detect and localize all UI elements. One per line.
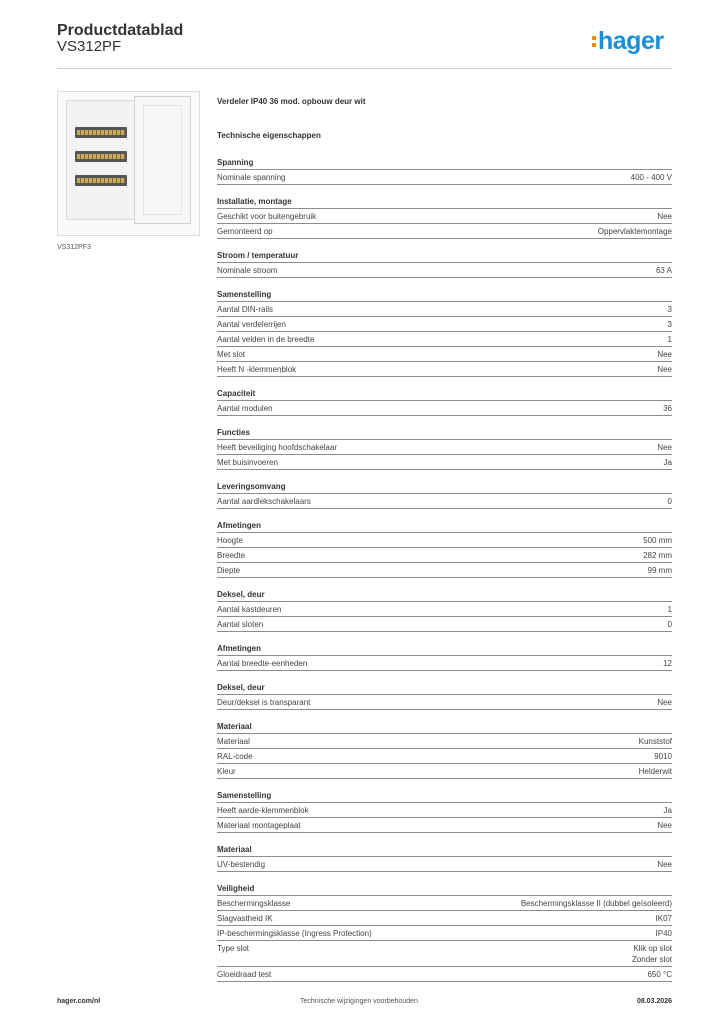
spec-row [217,439,672,454]
spec-value: 0 [667,620,672,629]
page-title: Productdatablad [57,22,184,39]
spec-section [217,588,672,632]
spec-row [217,940,672,966]
spec-label: Aantal sloten [217,620,264,629]
spec-label: Deur/deksel is transparant [217,698,311,707]
spec-label: Type slot [217,944,250,953]
spec-label: Beschermingsklasse [217,899,291,908]
spec-row [217,346,672,361]
spec-label: Heeft N -klemmenblok [217,365,297,374]
spec-section-title: Leveringsomvang [217,482,286,491]
spec-section-title: Capaciteit [217,389,256,398]
logo-text: hager [598,27,664,55]
spec-value: 1 [667,605,672,614]
spec-row [217,262,672,278]
spec-row [217,562,672,578]
spec-section-title: Samenstelling [217,791,272,800]
spec-section-title: Materiaal [217,845,252,854]
spec-section-title: Functies [217,428,250,437]
spec-label: IP-beschermingsklasse (Ingress Protection) [217,929,372,938]
image-caption: VS312PF3 [57,244,91,251]
spec-section-title: Installatie, montage [217,197,292,206]
spec-section [217,480,672,509]
product-name: Verdeler IP40 36 mod. opbouw deur wit [217,97,366,106]
spec-value: Nee [657,365,672,374]
spec-value: Nee [657,821,672,830]
spec-value: Beschermingsklasse II (dubbel geïsoleerd) [520,899,672,908]
spec-value: Nee [657,212,672,221]
spec-section [217,642,672,671]
spec-label: Aantal DIN-rails [217,305,274,314]
spec-row [217,616,672,632]
spec-row [217,601,672,616]
spec-value: 500 mm [643,536,672,545]
spec-label: Gloeidraad test [217,970,272,979]
spec-row [217,733,672,748]
spec-value: 0 [667,497,672,506]
spec-value: 282 mm [643,551,672,560]
spec-section [217,789,672,833]
spec-section [217,156,672,185]
spec-label: Aantal breedte-eenheden [217,659,308,668]
spec-label: UV-bestendig [217,860,266,869]
spec-label: Kleur [217,767,236,776]
spec-value: Kunststof [638,737,672,746]
spec-row [217,802,672,817]
spec-section [217,387,672,416]
logo-dots-icon [592,36,597,50]
spec-row [217,331,672,346]
spec-label: Geschikt voor buitengebruik [217,212,317,221]
spec-value: Nee [657,350,672,359]
spec-label: Nominale spanning [217,173,286,182]
spec-row [217,817,672,833]
spec-section [217,426,672,470]
spec-value: Nee [657,443,672,452]
spec-table [217,156,672,992]
spec-section [217,249,672,278]
spec-value: Helderwit [638,767,672,776]
spec-row [217,400,672,416]
spec-label: Breedte [217,551,246,560]
spec-section-title: Afmetingen [217,644,261,653]
spec-value: 9010 [654,752,672,761]
spec-label: Aantal modulen [217,404,273,413]
spec-section [217,195,672,239]
spec-section [217,882,672,982]
spec-value: 650 °C [647,970,672,979]
spec-section [217,288,672,377]
spec-value: IK07 [655,914,672,923]
spec-label: Materiaal montageplaat [217,821,301,830]
spec-label: Nominale stroom [217,266,278,275]
spec-row [217,547,672,562]
spec-row [217,532,672,547]
spec-value: 12 [663,659,672,668]
spec-section [217,519,672,578]
tech-properties-heading: Technische eigenschappen [217,131,321,140]
footer-date: 08.03.2026 [636,998,672,1005]
spec-section-title: Deksel, deur [217,683,265,692]
spec-label: Heeft beveiliging hoofdschakelaar [217,443,338,452]
footer-website[interactable]: hager.com/nl [57,998,101,1005]
spec-value: 3 [667,320,672,329]
spec-section-title: Spanning [217,158,254,167]
spec-label: Aantal verdelerrijen [217,320,286,329]
spec-row [217,223,672,239]
spec-row [217,316,672,331]
spec-section-title: Stroom / temperatuur [217,251,299,260]
spec-label: Aantal velden in de breedte [217,335,315,344]
spec-value: IP40 [655,929,672,938]
product-image [57,91,200,236]
spec-row [217,895,672,910]
spec-section [217,681,672,710]
spec-row [217,454,672,470]
spec-label: Slagvastheid IK [217,914,273,923]
cabinet-door-icon [134,96,191,224]
spec-row [217,361,672,377]
spec-value: Ja [663,806,672,815]
spec-value: Nee [657,698,672,707]
spec-section-title: Materiaal [217,722,252,731]
spec-section-title: Deksel, deur [217,590,265,599]
spec-row [217,208,672,223]
spec-value: 1 [667,335,672,344]
spec-label: Aantal aardlekschakelaars [217,497,311,506]
spec-label: Met slot [217,350,246,359]
spec-label: Aantal kastdeuren [217,605,282,614]
spec-value: 3 [667,305,672,314]
spec-value: 36 [663,404,672,413]
spec-row [217,910,672,925]
spec-row [217,169,672,185]
spec-section-title: Samenstelling [217,290,272,299]
cabinet-body-icon [66,100,136,220]
spec-row [217,966,672,982]
spec-label: Materiaal [217,737,250,746]
spec-section [217,720,672,779]
spec-label: Gemonteerd op [217,227,273,236]
footer-notice: Technische wijzigingen voorbehouden [300,998,418,1005]
spec-label: Hoogte [217,536,243,545]
product-code: VS312PF [57,38,122,55]
spec-label: RAL-code [217,752,253,761]
spec-row [217,856,672,872]
spec-label: Heeft aarde-klemmenblok [217,806,309,815]
spec-row [217,655,672,671]
spec-label: Diepte [217,566,241,575]
spec-value: Ja [663,458,672,467]
spec-value: 99 mm [647,566,672,575]
spec-row [217,493,672,509]
spec-section [217,843,672,872]
spec-row [217,763,672,779]
spec-value: Oppervlaktemontage [597,227,672,236]
spec-row [217,694,672,710]
spec-value: 400 - 400 V [630,173,672,182]
spec-row [217,748,672,763]
spec-value: Klik op slot Zonder slot [631,944,672,964]
spec-section-title: Veiligheid [217,884,255,893]
spec-row [217,925,672,940]
spec-value: 63 A [655,266,672,275]
spec-label: Met buisinvoeren [217,458,278,467]
header-divider [57,68,672,69]
spec-value: Nee [657,860,672,869]
spec-section-title: Afmetingen [217,521,261,530]
spec-row [217,301,672,316]
